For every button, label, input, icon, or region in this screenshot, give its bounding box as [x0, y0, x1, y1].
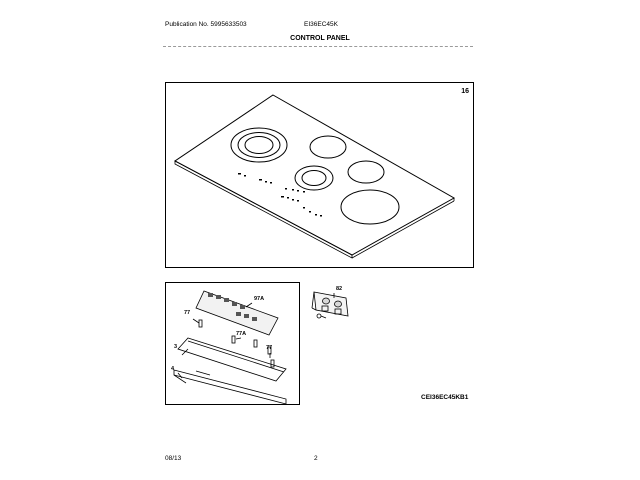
burner-large-inner [245, 137, 273, 154]
callout-3: 3 [174, 344, 178, 350]
control-row-3 [281, 196, 299, 202]
callout-77-left: 77 [184, 310, 191, 316]
header-divider [163, 46, 473, 47]
burner-right [348, 161, 384, 183]
footer-date: 08/13 [165, 455, 182, 462]
parts-figure-panel [165, 282, 300, 405]
cooktop-glass-top [175, 95, 454, 255]
cooktop-illustration [166, 83, 473, 267]
cooktop-figure-panel [165, 82, 474, 268]
diagram-id: CEI36EC45KB1 [421, 394, 469, 401]
callout-77a: 77A [236, 331, 247, 337]
control-row-1 [238, 173, 272, 184]
bracket-body [314, 292, 348, 316]
control-row-2 [285, 188, 305, 193]
model-number: EI36EC45K [304, 21, 338, 28]
control-board-exploded-view [166, 283, 299, 404]
control-row-4 [303, 207, 322, 217]
page-number: 2 [314, 455, 318, 462]
callout-97a: 97A [254, 296, 265, 302]
screw [317, 314, 321, 318]
publication-number: Publication No. 5995633503 [165, 21, 247, 28]
figure-number: 16 [461, 88, 469, 95]
callout-77-right: 77 [266, 345, 273, 351]
bottom-tray [174, 370, 286, 404]
burner-center-outer [295, 166, 333, 190]
bracket-detail-illustration [300, 280, 370, 330]
burner-center-inner [302, 171, 326, 186]
burner-large-outer [231, 128, 287, 162]
callout-4: 4 [171, 366, 175, 372]
burner-rear-center [310, 136, 346, 158]
burner-front-right [341, 190, 399, 224]
callout-82: 82 [336, 286, 343, 292]
section-title: CONTROL PANEL [290, 35, 350, 42]
